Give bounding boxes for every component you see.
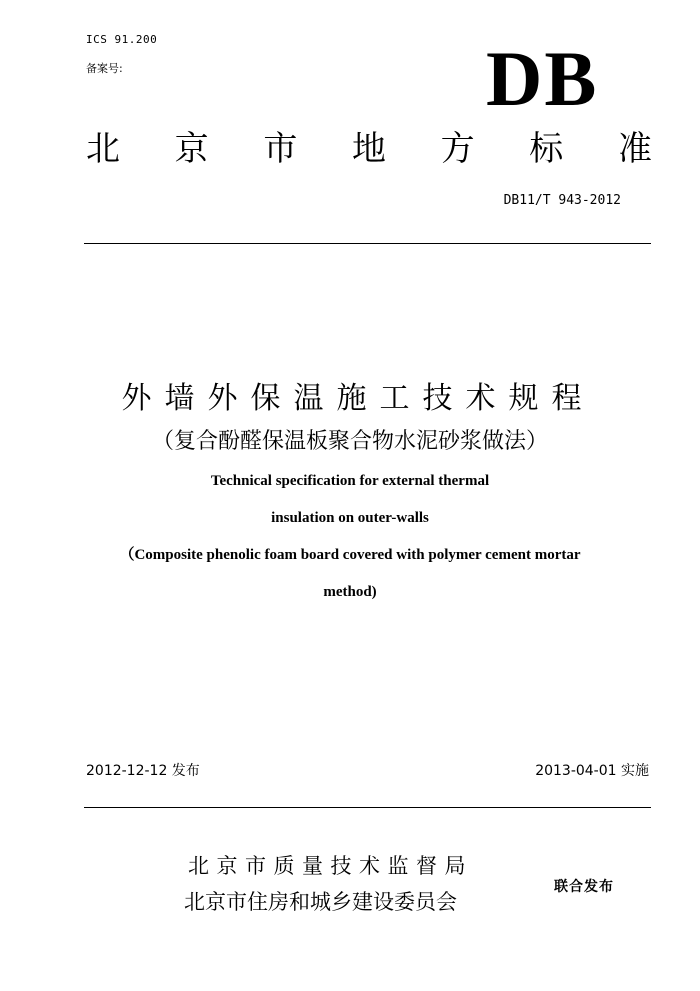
title-english-line: （Composite phenolic foam board covered with polymer cement mortar xyxy=(119,547,581,563)
title-english-line: Technical specification for external thermal xyxy=(210,473,490,489)
top-divider xyxy=(84,243,651,244)
issuer-housing-commission: 北京市住房和城乡建设委员会 xyxy=(184,890,457,914)
title-chinese: 外墙外保温施工技术规程 xyxy=(121,381,595,416)
standard-type-char: 方 xyxy=(440,129,475,169)
bottom-divider xyxy=(84,807,651,808)
standard-type xyxy=(86,128,652,170)
standard-type-char: 标 xyxy=(529,129,564,169)
db-logo: DB xyxy=(486,35,599,122)
implementation-date: 2013-04-01 实施 xyxy=(535,763,649,779)
ics-code: ICS 91.200 xyxy=(86,33,158,46)
subtitle-chinese: （复合酚醛保温板聚合物水泥砂浆做法） xyxy=(151,429,548,454)
standard-type-char: 市 xyxy=(263,129,298,169)
filing-number-label: 备案号: xyxy=(86,62,123,75)
issue-date: 2012-12-12 发布 xyxy=(86,763,200,779)
standard-type-char: 准 xyxy=(617,129,652,169)
standard-type-char: 地 xyxy=(351,129,386,169)
title-english-line: insulation on outer-walls xyxy=(271,510,429,526)
standard-number: DB11/T 943-2012 xyxy=(503,193,621,208)
standard-type-char: 京 xyxy=(174,129,209,169)
title-english-line: method) xyxy=(323,584,377,600)
issuer-quality-bureau: 北京市质量技术监督局 xyxy=(188,854,473,878)
joint-release-label: 联合发布 xyxy=(554,879,614,895)
standard-type-char: 北 xyxy=(86,129,120,169)
